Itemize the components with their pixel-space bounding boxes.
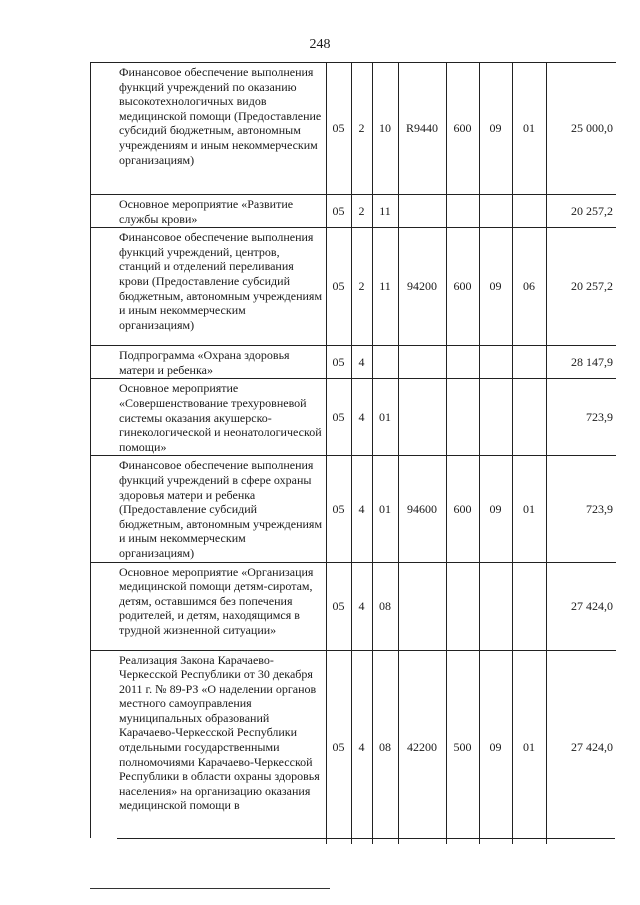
row-code-c6: 09 <box>479 63 512 195</box>
row-code-c4 <box>398 562 446 650</box>
row-code-c3: 08 <box>372 650 398 844</box>
row-code-c5 <box>446 346 479 379</box>
row-code-c4: 94200 <box>398 228 446 346</box>
row-code-c2: 4 <box>351 456 372 562</box>
row-code-c6: 09 <box>479 228 512 346</box>
table-row <box>90 346 616 379</box>
row-code-c6 <box>479 379 512 456</box>
row-code-c2: 2 <box>351 228 372 346</box>
budget-table <box>90 62 616 844</box>
row-code-c3: 08 <box>372 562 398 650</box>
row-code-c6: 09 <box>479 650 512 844</box>
row-code-c2: 4 <box>351 346 372 379</box>
row-name: Финансовое обеспечение выполнения функций учреждений по оказанию высокотехнологичных видов медицинской помощи (Предоставление субсидий бюджетным, автономным учреждениям и иным некоммерческим организациям) <box>90 63 326 195</box>
row-name: Реализация Закона Карачаево-Черкесской Республики от 30 декабря 2011 г. № 89-РЗ «О наделении органов местного самоуправления муниципальных образований Карачаево-Черкесской Республики отдельными государственными полномочиями Карачаево-Черкесской Республики в области охраны здоровья населения» на организацию оказания медицинской помощи в <box>90 650 326 844</box>
row-code-c3 <box>372 346 398 379</box>
row-code-c4 <box>398 195 446 228</box>
table-row <box>90 63 616 195</box>
row-code-c1: 05 <box>326 346 351 379</box>
row-code-c2: 2 <box>351 63 372 195</box>
row-code-c6: 09 <box>479 456 512 562</box>
row-code-c3: 11 <box>372 195 398 228</box>
row-code-c5 <box>446 195 479 228</box>
row-amount: 723,9 <box>546 456 616 562</box>
row-amount: 27 424,0 <box>546 650 616 844</box>
row-code-c4: 42200 <box>398 650 446 844</box>
table-row <box>90 456 616 562</box>
row-code-c1: 05 <box>326 379 351 456</box>
row-code-c7 <box>512 379 546 456</box>
row-code-c5: 500 <box>446 650 479 844</box>
row-code-c4 <box>398 346 446 379</box>
row-code-c6 <box>479 195 512 228</box>
row-code-c3: 01 <box>372 379 398 456</box>
row-amount: 20 257,2 <box>546 228 616 346</box>
row-code-c1: 05 <box>326 456 351 562</box>
row-code-c1: 05 <box>326 63 351 195</box>
row-code-c4 <box>398 379 446 456</box>
row-code-c3: 11 <box>372 228 398 346</box>
page-number: 248 <box>309 37 331 52</box>
row-code-c3: 01 <box>372 456 398 562</box>
row-code-c4: 94600 <box>398 456 446 562</box>
row-amount: 723,9 <box>546 379 616 456</box>
row-amount: 25 000,0 <box>546 63 616 195</box>
row-code-c5 <box>446 379 479 456</box>
row-name: Подпрограмма «Охрана здоровья матери и ребенка» <box>90 346 326 379</box>
row-name: Основное мероприятие «Развитие службы крови» <box>90 195 326 228</box>
row-code-c1: 05 <box>326 195 351 228</box>
row-code-c2: 4 <box>351 379 372 456</box>
row-code-c2: 4 <box>351 650 372 844</box>
table-row <box>90 379 616 456</box>
table-row <box>90 650 616 844</box>
row-code-c5: 600 <box>446 63 479 195</box>
row-code-c7 <box>512 346 546 379</box>
row-code-c7 <box>512 562 546 650</box>
row-code-c6 <box>479 346 512 379</box>
row-code-c1: 05 <box>326 228 351 346</box>
row-code-c7: 06 <box>512 228 546 346</box>
row-name: Основное мероприятие «Организация медицинской помощи детям-сиротам, детям, оставшимся без попечения родителей, и детям, находящимся в трудной жизненной ситуации» <box>90 562 326 650</box>
row-amount: 20 257,2 <box>546 195 616 228</box>
row-code-c6 <box>479 562 512 650</box>
row-name: Финансовое обеспечение выполнения функций учреждений в сфере охраны здоровья матери и ребенка (Предоставление субсидий бюджетным, автономным учреждениям и иным некоммерческим организациям) <box>90 456 326 562</box>
row-code-c5: 600 <box>446 228 479 346</box>
table-row <box>90 562 616 650</box>
row-code-c7: 01 <box>512 650 546 844</box>
row-amount: 28 147,9 <box>546 346 616 379</box>
row-code-c1: 05 <box>326 562 351 650</box>
row-code-c3: 10 <box>372 63 398 195</box>
row-code-c7 <box>512 195 546 228</box>
row-code-c7: 01 <box>512 63 546 195</box>
table-row <box>90 228 616 346</box>
row-name: Основное мероприятие «Совершенствование трехуровневой системы оказания акушерско-гинекологической и неонатологической помощи» <box>90 379 326 456</box>
row-code-c5: 600 <box>446 456 479 562</box>
row-amount: 27 424,0 <box>546 562 616 650</box>
row-code-c2: 2 <box>351 195 372 228</box>
row-code-c1: 05 <box>326 650 351 844</box>
row-code-c5 <box>446 562 479 650</box>
table-bottom-rule <box>117 838 615 839</box>
row-name: Финансовое обеспечение выполнения функций учреждений, центров, станций и отделений переливания крови (Предоставление субсидий бюджетным, автономным учреждениям и иным некоммерческим организациям) <box>90 228 326 346</box>
table-row <box>90 195 616 228</box>
row-code-c4: R9440 <box>398 63 446 195</box>
footer-rule <box>90 888 330 889</box>
row-code-c2: 4 <box>351 562 372 650</box>
row-code-c7: 01 <box>512 456 546 562</box>
